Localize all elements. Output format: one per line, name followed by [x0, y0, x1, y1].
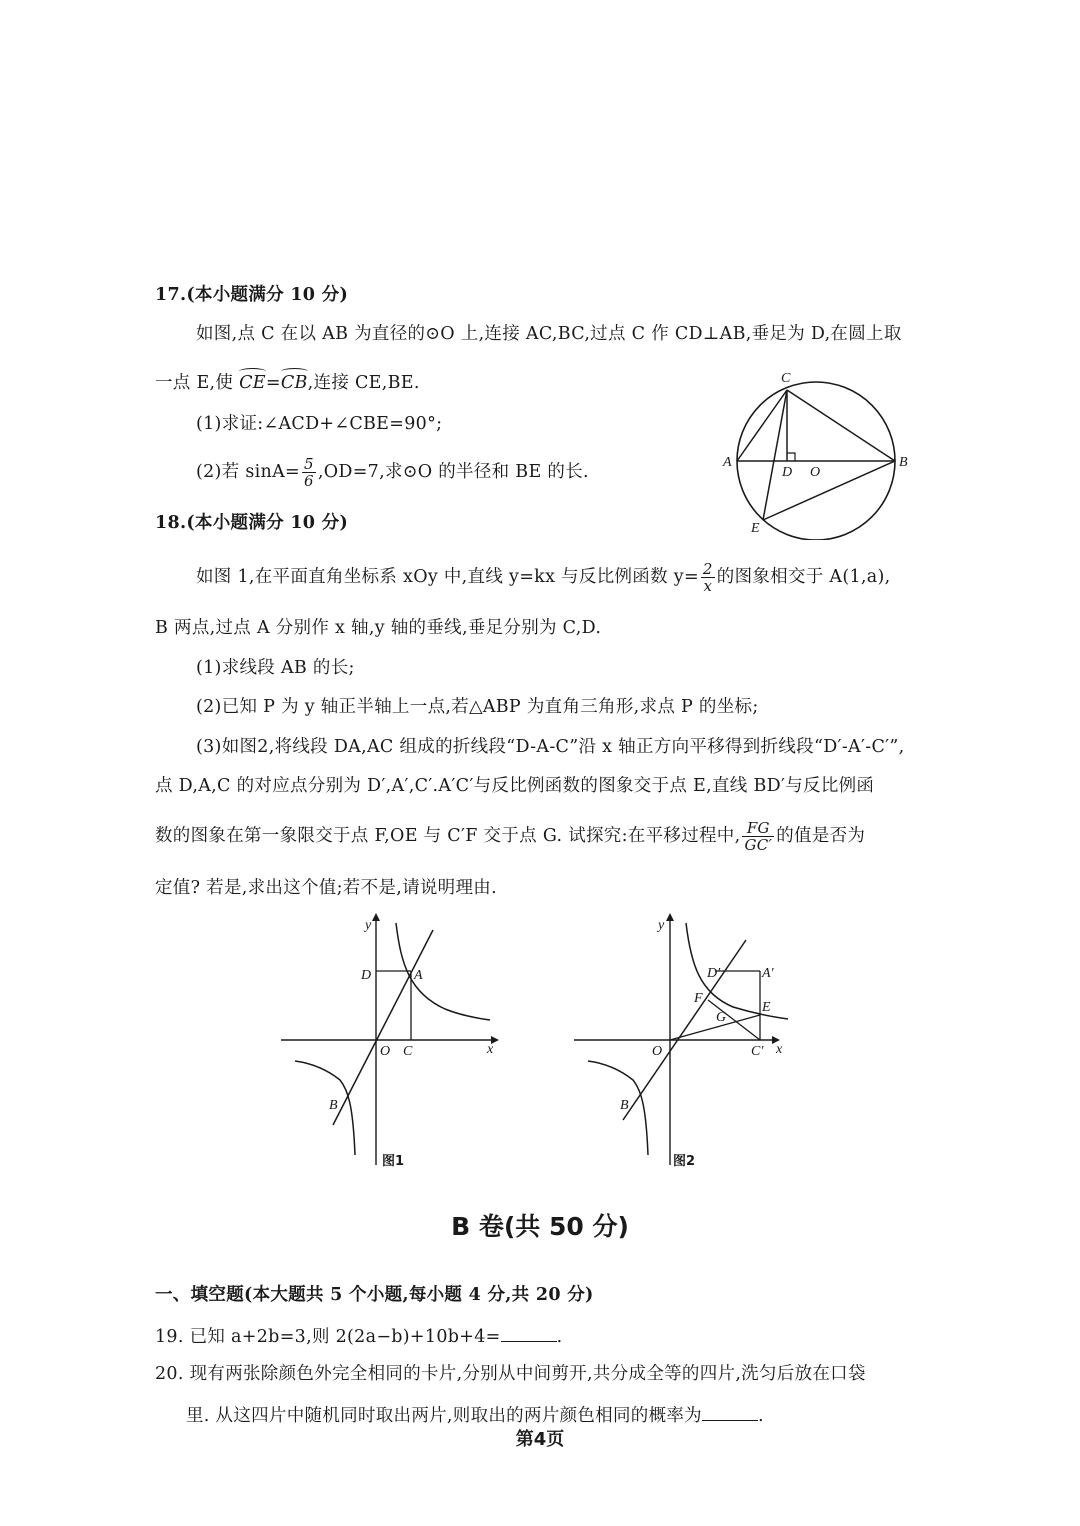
- line-y-kx: [333, 930, 433, 1125]
- label-e: E: [751, 521, 760, 536]
- frac-num: 5: [304, 455, 314, 473]
- label-y: y: [658, 918, 665, 933]
- label-x: x: [776, 1042, 783, 1057]
- arc-cb: CB: [280, 373, 308, 393]
- label-f: F: [694, 991, 703, 1006]
- q18-part3-line1: (3)如图2,将线段 DA,AC 组成的折线段“D-A-C”沿 x 轴正方向平移得到折线段“D′-A′-C′”,: [196, 737, 905, 757]
- label-o: O: [380, 1044, 391, 1059]
- figure-1-caption: 图1: [382, 1154, 405, 1169]
- segment-ac: [737, 390, 787, 461]
- q17-line2-b: ,连接 CE,BE.: [307, 373, 420, 393]
- q18-line1-b: 的图象相交于 A(1,a),: [716, 567, 891, 587]
- segment-ce: [763, 390, 787, 520]
- label-b: B: [329, 1098, 338, 1113]
- label-g: G: [716, 1010, 727, 1025]
- label-o: O: [810, 465, 821, 480]
- q18-line1-a: 如图 1,在平面直角坐标系 xOy 中,直线 y=kx 与反比例函数 y=: [196, 567, 699, 587]
- segment-oe: [670, 1015, 760, 1040]
- frac-den: x: [703, 577, 713, 595]
- q17-part2-b: ,OD=7,求⊙O 的半径和 BE 的长.: [317, 462, 589, 482]
- fraction-fg-gc: [742, 820, 774, 853]
- label-o: O: [652, 1044, 663, 1059]
- q18-line2: B 两点,过点 A 分别作 x 轴,y 轴的垂线,垂足分别为 C,D.: [155, 618, 602, 638]
- label-b: B: [899, 455, 908, 470]
- q20-line1: 20. 现有两张除颜色外完全相同的卡片,分别从中间剪开,共分成全等的四片,洗匀后放在口袋: [155, 1364, 866, 1384]
- arc-ce: CE: [239, 373, 266, 393]
- label-e: E: [762, 1000, 771, 1015]
- q18-part1: (1)求线段 AB 的长;: [196, 658, 355, 678]
- label-a: A: [414, 968, 423, 983]
- q20-end: .: [758, 1406, 764, 1426]
- q17-heading: 17.(本小题满分 10 分): [155, 285, 349, 305]
- q19: [155, 1323, 563, 1349]
- label-x: x: [487, 1042, 494, 1057]
- q18-part3-line3: [155, 816, 865, 856]
- q19-end: .: [556, 1327, 563, 1347]
- line-bd-prime: [623, 940, 746, 1120]
- q17-circle-figure: [715, 360, 925, 540]
- hyperbola-branch-q3: [295, 1061, 355, 1155]
- q17-part1: (1)求证:∠ACD+∠CBE=90°;: [196, 414, 443, 434]
- fill-in-heading: 一、填空题(本大题共 5 个小题,每小题 4 分,共 20 分): [155, 1285, 594, 1305]
- q18-part3-line4: 定值? 若是,求出这个值;若不是,请说明理由.: [155, 878, 497, 898]
- label-c: C: [403, 1044, 413, 1059]
- fraction-5-6: [302, 456, 316, 489]
- q17-part2: [196, 452, 589, 492]
- right-angle-mark: [787, 453, 795, 461]
- q18-heading: 18.(本小题满分 10 分): [155, 513, 349, 533]
- label-c-prime: C′: [751, 1044, 764, 1059]
- figure-2-caption: 图2: [673, 1154, 696, 1169]
- q17-line1: 如图,点 C 在以 AB 为直径的⊙O 上,连接 AC,BC,过点 C 作 CD⊥AB,垂足为 D,在圆上取: [196, 324, 902, 344]
- label-d: D: [782, 465, 793, 480]
- q20-text: 里. 从这四片中随机同时取出两片,则取出的两片颜色相同的概率为: [186, 1406, 702, 1426]
- q18-figure-2: [568, 905, 803, 1175]
- q19-text: 19. 已知 a+2b=3,则 2(2a−b)+10b+4=: [155, 1327, 501, 1347]
- q18-figure-1: [275, 905, 510, 1175]
- q18-part3-line3-b: 的值是否为: [776, 826, 866, 846]
- frac-den: 6: [304, 472, 314, 490]
- q18-part2: (2)已知 P 为 y 轴正半轴上一点,若△ABP 为直角三角形,求点 P 的坐标;: [196, 697, 759, 717]
- q17-line2-a: 一点 E,使: [155, 373, 240, 393]
- hyperbola-branch-q3: [588, 1061, 648, 1155]
- label-d: D: [361, 968, 372, 983]
- label-b: B: [620, 1098, 629, 1113]
- q17-part2-a: (2)若 sinA=: [196, 462, 301, 482]
- label-d-prime: D′: [707, 966, 721, 981]
- label-a: A: [723, 455, 732, 470]
- q18-line1: [196, 557, 891, 597]
- q17-eq: =: [265, 373, 281, 393]
- q20-answer-blank: [702, 1402, 758, 1421]
- label-y: y: [365, 918, 372, 933]
- y-axis-arrow: [372, 913, 380, 921]
- fraction-2-x: [701, 561, 715, 594]
- label-c: C: [781, 371, 791, 386]
- page-number: 第4页: [515, 1429, 565, 1450]
- q19-answer-blank: [501, 1323, 557, 1342]
- frac-num: 2: [702, 560, 713, 578]
- section-b-title: B 卷(共 50 分): [451, 1212, 629, 1241]
- q18-part3-line3-a: 数的图象在第一象限交于点 F,OE 与 C′F 交于点 G. 试探究:在平移过程中,: [155, 826, 741, 846]
- frac-den: GC′: [744, 836, 773, 854]
- frac-num: FG: [742, 820, 774, 837]
- segment-cb: [787, 390, 895, 461]
- y-axis-arrow: [666, 913, 674, 921]
- q18-part3-line2: 点 D,A,C 的对应点分别为 D′,A′,C′.A′C′与反比例函数的图象交于点 E,直线 BD′与反比例函: [155, 776, 875, 796]
- label-a-prime: A′: [762, 966, 774, 981]
- q17-line2: [155, 371, 420, 395]
